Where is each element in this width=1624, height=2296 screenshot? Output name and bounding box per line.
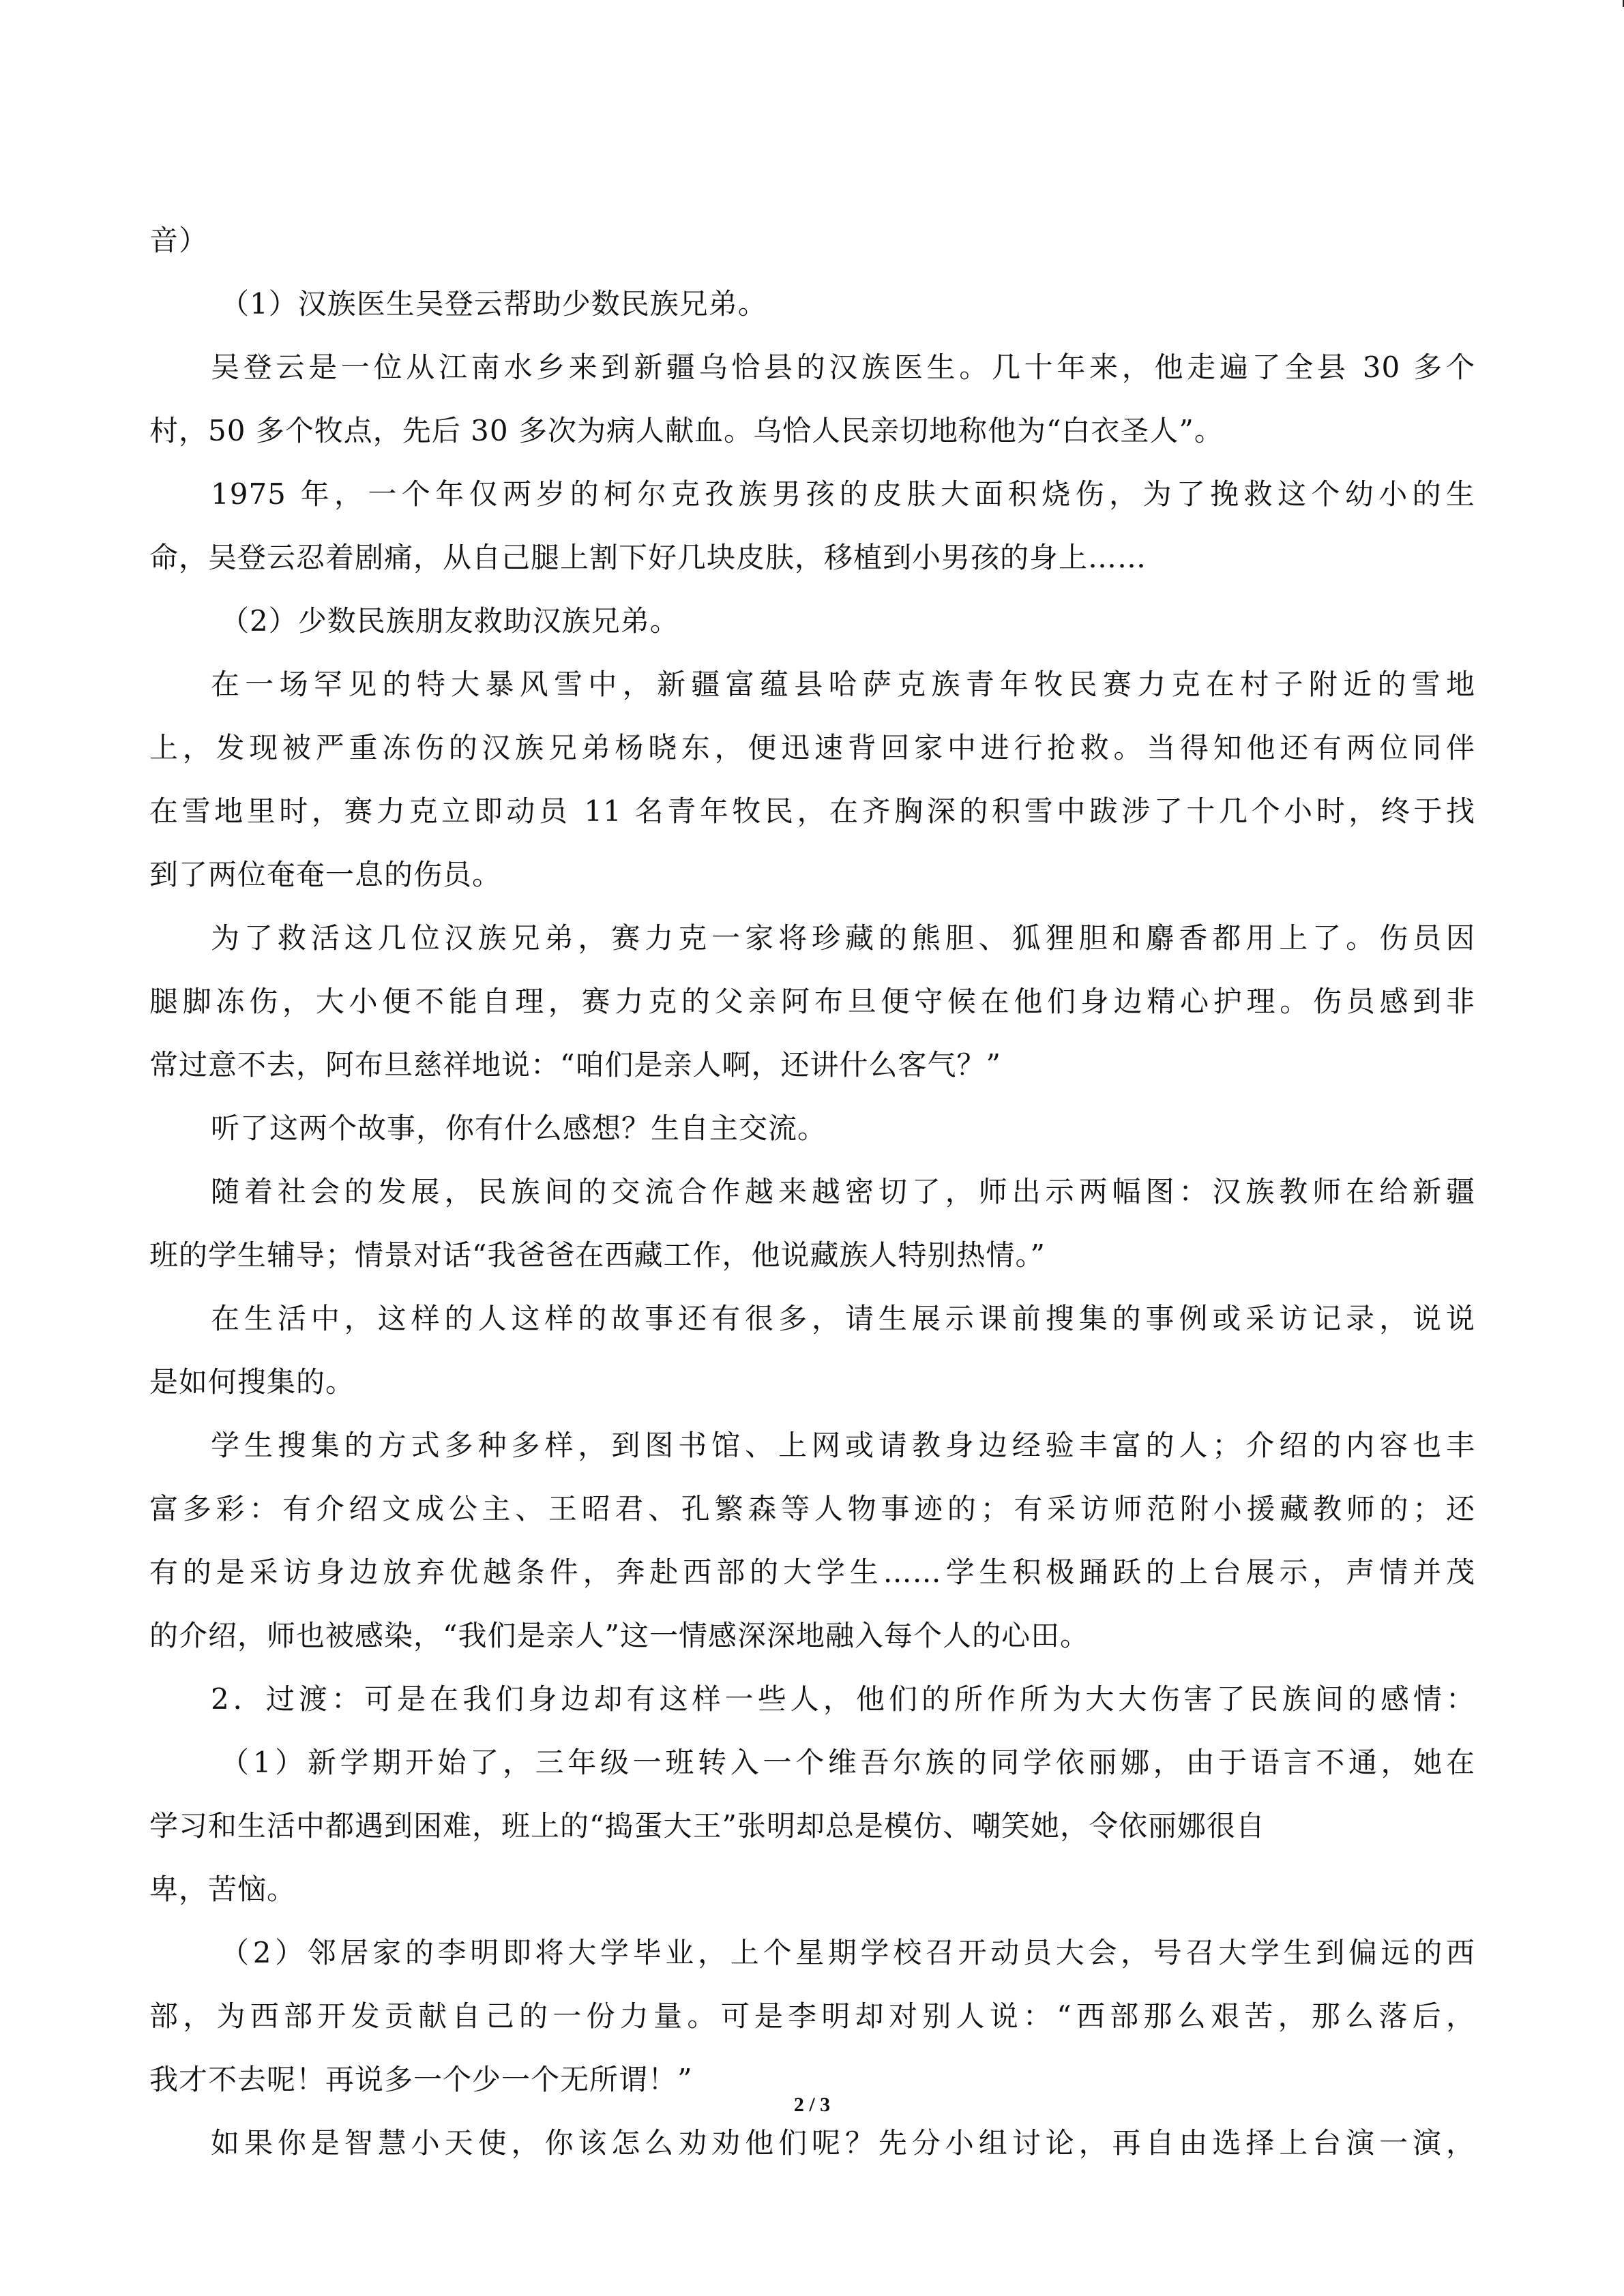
text-line: 上，发现被严重冻伤的汉族兄弟杨晓东，便迅速背回家中进行抢救。当得知他还有两位同伴 [149, 731, 1475, 764]
text-line: 在生活中，这样的人这样的故事还有很多，请生展示课前搜集的事例或采访记录，说说 [211, 1302, 1475, 1335]
text-line: 常过意不去，阿布旦慈祥地说：“咱们是亲人啊，还讲什么客气？” [149, 1048, 1001, 1082]
text-line: 在雪地里时，赛力克立即动员 11 名青年牧民，在齐胸深的积雪中跋涉了十几个小时，终于找 [149, 794, 1475, 828]
text-line: 部，为西部开发贡献自己的一份力量。可是李明却对别人说：“西部那么艰苦，那么落后， [149, 1999, 1475, 2033]
text-line: 卑，苦恼。 [149, 1873, 297, 1906]
text-line: 学习和生活中都遇到困难，班上的“捣蛋大王”张明却总是模仿、嘲笑她，令依丽娜很自 [149, 1809, 1265, 1843]
text-line: 1975 年，一个年仅两岁的柯尔克孜族男孩的皮肤大面积烧伤，为了挽救这个幼小的生 [211, 477, 1475, 511]
text-line: 2．过渡：可是在我们身边却有这样一些人，他们的所作所为大大伤害了民族间的感情： [211, 1682, 1475, 1716]
text-line: （1）汉族医生吴登云帮助少数民族兄弟。 [220, 287, 767, 320]
text-line: 为了救活这几位汉族兄弟，赛力克一家将珍藏的熊胆、狐狸胆和麝香都用上了。伤员因 [211, 921, 1475, 955]
text-line: 音） [149, 224, 209, 257]
text-line: 在一场罕见的特大暴风雪中，新疆富蕴县哈萨克族青年牧民赛力克在村子附近的雪地 [211, 668, 1475, 701]
text-line: 是如何搜集的。 [149, 1365, 355, 1399]
text-line: 富多彩：有介绍文成公主、王昭君、孔繁森等人物事迹的；有采访师范附小援藏教师的；还 [149, 1492, 1475, 1525]
text-line: 到了两位奄奄一息的伤员。 [149, 858, 502, 891]
text-line: 学生搜集的方式多种多样，到图书馆、上网或请教身边经验丰富的人；介绍的内容也丰 [211, 1429, 1475, 1462]
text-line: 随着社会的发展，民族间的交流合作越来越密切了，师出示两幅图：汉族教师在给新疆 [211, 1175, 1475, 1208]
text-line: 命，吴登云忍着剧痛，从自己腿上割下好几块皮肤，移植到小男孩的身上…… [149, 541, 1147, 574]
text-line: 听了这两个故事，你有什么感想？生自主交流。 [211, 1112, 827, 1145]
page-number: 2 / 3 [793, 2093, 831, 2116]
text-line: 有的是采访身边放弃优越条件，奔赴西部的大学生……学生积极踊跃的上台展示，声情并茂 [149, 1555, 1475, 1589]
text-line: （1）新学期开始了，三年级一班转入一个维吾尔族的同学依丽娜，由于语言不通，她在 [220, 1746, 1475, 1779]
text-line: （2）邻居家的李明即将大学毕业，上个星期学校召开动员大会，号召大学生到偏远的西 [220, 1936, 1475, 1969]
text-line: 的介绍，师也被感染，“我们是亲人”这一情感深深地融入每个人的心田。 [149, 1619, 1089, 1652]
text-line: （2）少数民族朋友救助汉族兄弟。 [220, 604, 679, 638]
text-line: 吴登云是一位从江南水乡来到新疆乌恰县的汉族医生。几十年来，他走遍了全县 30 多个 [211, 351, 1475, 384]
text-line: 我才不去呢！再说多一个少一个无所谓！” [149, 2063, 693, 2096]
document-body [149, 209, 1475, 2175]
text-line: 如果你是智慧小天使，你该怎么劝劝他们呢？先分小组讨论，再自由选择上台演一演， [211, 2126, 1475, 2160]
text-line: 村，50 多个牧点，先后 30 多次为病人献血。乌恰人民亲切地称他为“白衣圣人”。 [149, 414, 1224, 447]
text-line: 腿脚冻伤，大小便不能自理，赛力克的父亲阿布旦便守候在他们身边精心护理。伤员感到非 [149, 985, 1475, 1018]
text-line: 班的学生辅导；情景对话“我爸爸在西藏工作，他说藏族人特别热情。” [149, 1238, 1046, 1272]
